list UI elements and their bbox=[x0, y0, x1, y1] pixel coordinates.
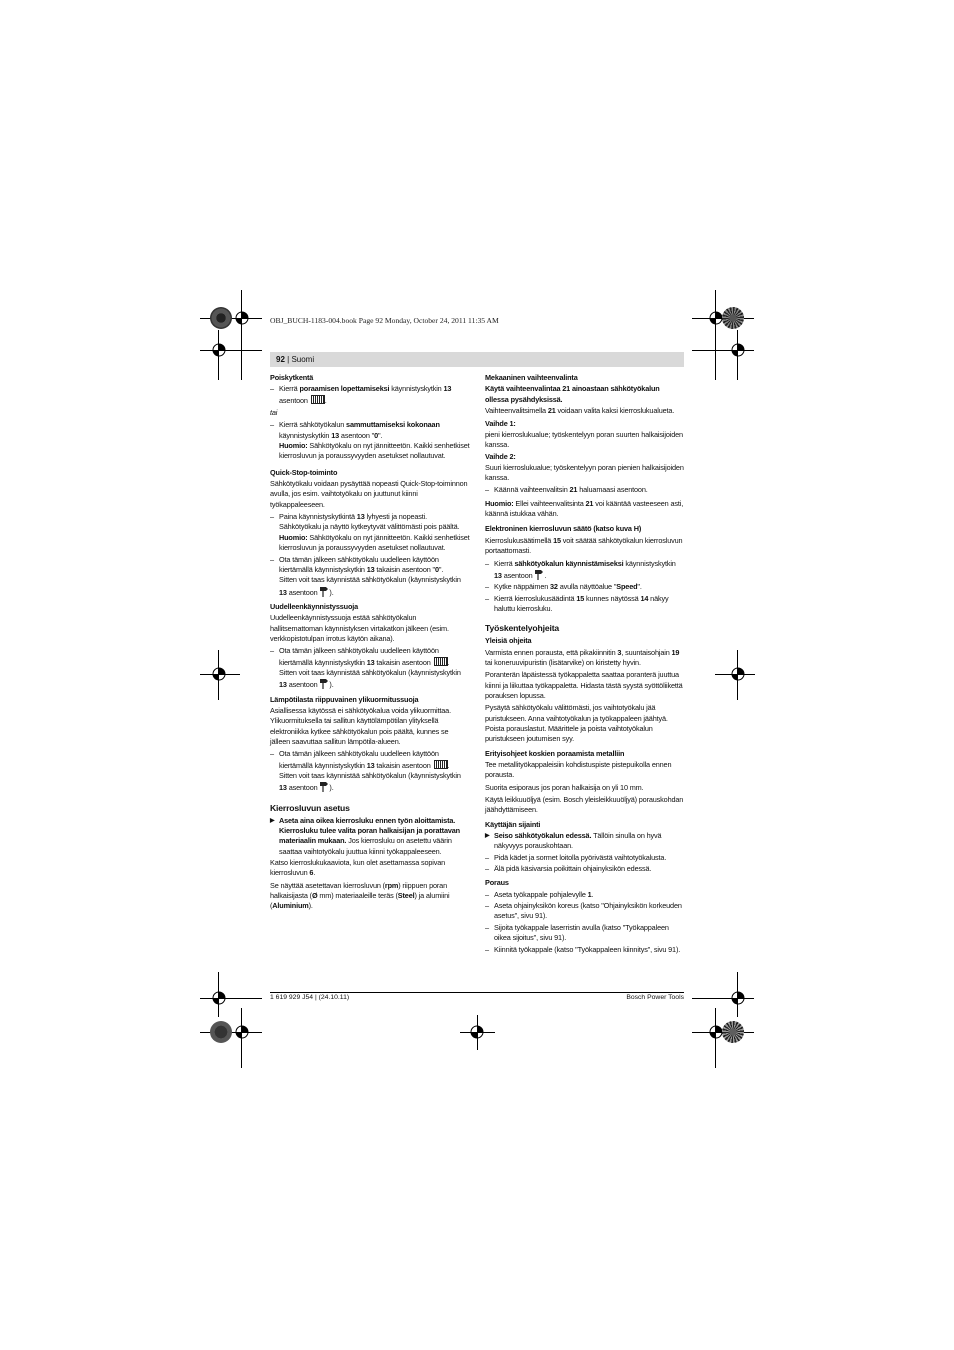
list-item: – Kiinnitä työkappale (katso "Työkappaleen kiinnitys", sivu 91). bbox=[485, 944, 681, 954]
footer-brand: Bosch Power Tools bbox=[626, 994, 684, 1001]
section-title: Kierrosluvun asetus bbox=[270, 802, 350, 813]
list-item: – Käännä vaihteenvalitsin 21 haluamaasi asentoon. bbox=[485, 485, 648, 495]
section-heading: Elektroninen kierrosluvun säätö (katso kuva H) bbox=[485, 524, 642, 534]
registration-mark bbox=[726, 338, 750, 362]
section-heading: Poraus bbox=[485, 878, 509, 888]
registration-mark bbox=[207, 986, 231, 1010]
section-heading: Poiskytkentä bbox=[270, 373, 314, 382]
registration-mark bbox=[726, 662, 750, 686]
left-column bbox=[270, 371, 470, 914]
color-target-disk bbox=[722, 307, 744, 329]
section-heading: Quick-Stop-toiminto bbox=[270, 467, 338, 477]
right-column bbox=[485, 371, 685, 956]
list-item: – Älä pidä käsivarsia poikittain ohjainyksikön edessä. bbox=[485, 864, 652, 874]
list-item: – Aseta ohjainyksikön koreus (katso "Ohjainyksikön korkeuden asetus", sivu 91). bbox=[485, 901, 682, 921]
paragraph: Uudelleenkäynnistyssuoja estää sähkötyökalun hallitsemattoman käynnistyksen virtakatkon jälkeen (esim. verkkopistotulpan irrotus käytön aikana). bbox=[270, 613, 449, 643]
paragraph: Vaihteenvalitsimella 21 voidaan valita kaksi kierroslukualueta. bbox=[485, 406, 675, 416]
paragraph: pieni kierroslukualue; työskentelyyn poran suurten halkaisijoiden kanssa. bbox=[485, 429, 683, 450]
list-item: – Kytke näppäimen 32 avulla näyttöalue "Speed". bbox=[485, 582, 642, 592]
color-target-disk bbox=[722, 1021, 744, 1043]
section-heading: Uudelleenkäynnistyssuoja bbox=[270, 601, 359, 611]
paragraph: Poranterän läpäistessä työkappaletta saattaa poranterä juuttua kiinni ja liikuttaa työkappaletta. Hidasta tästä syystä syöttöliikettä porauksen lopussa. bbox=[485, 670, 683, 700]
registration-mark bbox=[230, 306, 254, 330]
page-header-separator: | bbox=[284, 355, 292, 364]
crop-line bbox=[241, 290, 242, 380]
list-item: – Pidä kädet ja sormet loitolla pyörivästä vaihtotyökalusta. bbox=[485, 852, 667, 862]
warning-item: ▶ Seiso sähkötyökalun edessä. Tällöin sinulla on hyvä näkyvyys porauskohtaan. bbox=[485, 831, 662, 851]
section-heading: Käyttäjän sijainti bbox=[485, 819, 541, 829]
registration-mark bbox=[465, 1020, 489, 1044]
warning-item: ▶ Aseta aina oikea kierrosluku ennen työn aloittamista. Kierrosluku tulee valita poran halkaisijan ja porattavan materiaalin mukaan. Jos kierrosluku on asetettu väärin saattaa vaihtotyökalu juuttua kiinni työkappaleeseen. bbox=[270, 815, 460, 856]
drill-stop-symbol-icon bbox=[311, 395, 325, 404]
list-item: – Aseta työkappale pohjalevylle 1. bbox=[485, 889, 594, 899]
list-item: – Kierrä sähkötyökalun sammuttamiseksi kokonaan käynnistyskytkin 13 asentoon "0". Huomio: Sähkötyökalu on nyt jännitteetön. Kaikki senhetkiset kierrosluvun ja poraussyvyyden asetukset nollautuvat. bbox=[270, 420, 470, 461]
paragraph: Huomio: Ellei vaihteenvalitsinta 21 voi kääntää vasteeseen asti, käännä istukkaa vähän. bbox=[485, 498, 684, 519]
section-heading: Mekaaninen vaihteenvalinta bbox=[485, 373, 578, 382]
section-heading: Yleisiä ohjeita bbox=[485, 636, 532, 646]
registration-mark bbox=[230, 1020, 254, 1044]
page-number: 92 bbox=[276, 355, 285, 364]
crop-line bbox=[715, 290, 716, 380]
gear-heading: Vaihde 2: bbox=[485, 452, 516, 462]
list-item: – Ota tämän jälkeen sähkötyökalu uudelleen käyttöön kiertämällä käynnistyskytkin 13 takaisin asentoon . Sitten voit taas käynnistää sähkötyökalun (käynnistyskytkin 13 asentoon ). bbox=[270, 749, 461, 793]
registration-mark bbox=[207, 662, 231, 686]
footer-doc-number: 1 619 929 J54 | (24.10.11) bbox=[270, 994, 350, 1001]
paragraph: Se näyttää asetettavan kierrosluvun (rpm) riippuen poran halkaisijasta (Ø mm) materiaaleille teräs (Steel) ja alumiini (Aluminium). bbox=[270, 880, 450, 911]
color-target-disk bbox=[210, 307, 232, 329]
paragraph: Asiallisessa käytössä ei sähkötyökalua voida ylikuormittaa. Ylikuormituksella tai sallitun käyttölämpötilan ylityksellä elektroniikka kytkee sähkötyökalun pois päältä, kunnes se jälleen saavuttaa sallitun lämpötila-alueen. bbox=[270, 705, 451, 746]
drill-symbol-icon bbox=[319, 586, 329, 597]
crop-header: OBJ_BUCH-1183-004.book Page 92 Monday, October 24, 2011 11:35 AM bbox=[270, 316, 499, 325]
paragraph: Varmista ennen porausta, että pikakiinnitin 3, suuntaisohjain 19 tai koneruuvipuristin (lisätarvike) on kiristetty hyvin. bbox=[485, 647, 680, 667]
list-item: – Ota tämän jälkeen sähkötyökalu uudelleen käyttöön kiertämällä käynnistyskytkin 13 takaisin asentoon "0". Sitten voit taas käynnistää sähkötyökalun (käynnistyskytkin 13 asentoon ). bbox=[270, 554, 461, 597]
paragraph: Suuri kierroslukualue; työskentelyyn poran pienien halkaisijoiden kanssa. bbox=[485, 462, 684, 483]
list-item: – Kierrä poraamisen lopettamiseksi käynnistyskytkin 13 asentoon . bbox=[270, 384, 452, 405]
paragraph: Sähkötyökalu voidaan pysäyttää nopeasti Quick-Stop-toiminnon avulla, jos esim. vaihtotyökalu on juuttunut kiinni työkappaleeseen. bbox=[270, 479, 468, 509]
page-header-band bbox=[270, 352, 684, 367]
drill-symbol-icon bbox=[319, 781, 329, 792]
list-item: – Ota tämän jälkeen sähkötyökalu uudelleen käyttöön kiertämällä käynnistyskytkin 13 takaisin asentoon . Sitten voit taas käynnistää sähkötyökalun (käynnistyskytkin 13 asentoon ). bbox=[270, 646, 461, 690]
section-title: Työskentelyohjeita bbox=[485, 623, 560, 634]
drill-symbol-icon bbox=[534, 569, 544, 580]
page-language: Suomi bbox=[291, 355, 315, 364]
gear-heading: Vaihde 1: bbox=[485, 419, 516, 429]
drill-stop-symbol-icon bbox=[434, 657, 448, 666]
paragraph: Suorita esiporaus jos poran halkaisija on yli 10 mm. bbox=[485, 782, 644, 792]
paragraph: Kierroslukusäätimellä 15 voit säätää sähkötyökalun kierrosluvun portaattomasti. bbox=[485, 535, 683, 556]
list-item: – Kierrä kierroslukusäädintä 15 kunnes näytössä 14 näkyy haluttu kierrosluku. bbox=[485, 593, 669, 613]
paragraph: Käytä leikkuuöljyä (esim. Bosch yleisleikkuuöljyä) porauskohdan jäähdyttämiseen. bbox=[485, 795, 684, 815]
paragraph: Tee metallityökappaleisiin kohdistuspiste pistepuikolla ennen porausta. bbox=[485, 760, 672, 780]
drill-symbol-icon bbox=[319, 678, 329, 689]
color-target-disk bbox=[210, 1021, 232, 1043]
section-heading: Lämpötilasta riippuvainen ylikuormitussuoja bbox=[270, 694, 419, 704]
bold-instruction: Käytä vaihteenvalintaa 21 ainoastaan sähkötyökalun ollessa pysähdyksissä. bbox=[485, 384, 660, 404]
paragraph: Pysäytä sähkötyökalu välittömästi, jos vaihtotyökalu jää puristukseen. Anna vaihtotyökalun ja työkappaleen jäähtyä. Poista porauslastut. Määrittele ja poista vaihtotyökalun puristukseen joutumisen syy. bbox=[485, 703, 668, 744]
registration-mark bbox=[207, 338, 231, 362]
section-heading: Erityisohjeet koskien poraamista metalliin bbox=[485, 748, 625, 758]
footer-rule bbox=[270, 992, 684, 993]
registration-mark bbox=[726, 986, 750, 1010]
page-header-label bbox=[276, 354, 314, 365]
paragraph: Katso kierroslukukaaviota, kun olet asettamassa sopivan kierrosluvun 6. bbox=[270, 858, 446, 878]
list-item: – Kierrä sähkötyökalun käynnistämiseksi käynnistyskytkin 13 asentoon . bbox=[485, 558, 676, 580]
list-item: – Sijoita työkappale laserristin avulla (katso "Työkappaleen oikea sijoitus", sivu 91). bbox=[485, 922, 669, 943]
list-item: – Paina käynnistyskytkintä 13 lyhyesti ja nopeasti. Sähkötyökalu ja näyttö kytkeytyvät välittömästi pois päältä. Huomio: Sähkötyökalu on nyt jännitteetön. Kaikki senhetkiset kierrosluvun ja poraussyvyyden asetukset nollautuvat. bbox=[270, 512, 470, 553]
drill-stop-symbol-icon bbox=[434, 760, 448, 769]
or-text: tai bbox=[270, 408, 278, 418]
